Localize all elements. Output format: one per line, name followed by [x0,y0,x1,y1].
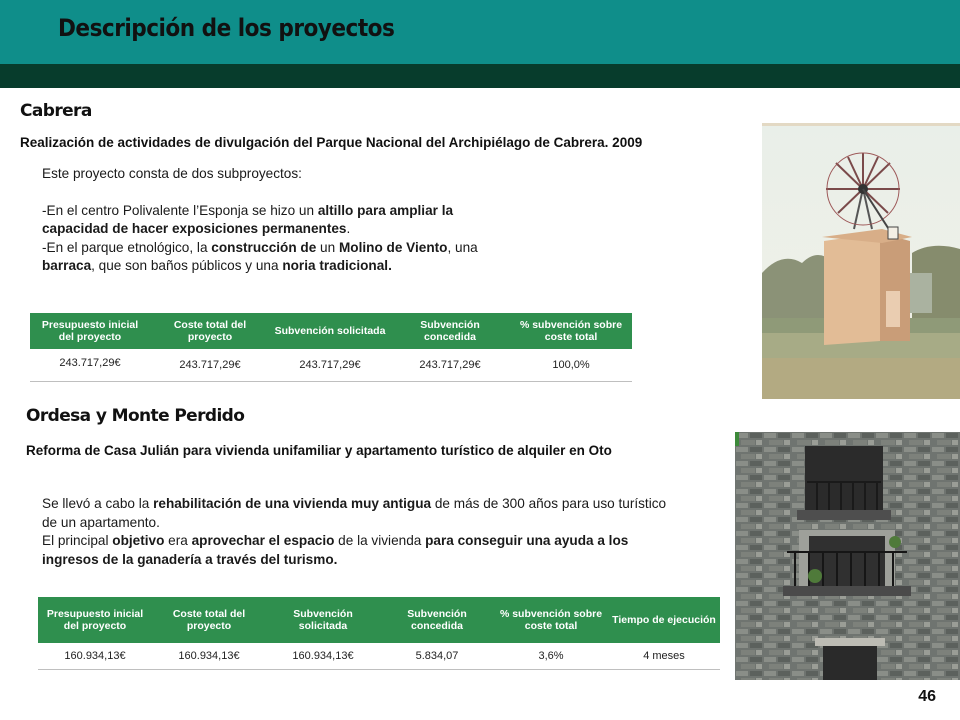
header-coste-total: Coste total del proyecto [152,597,266,643]
cabrera-bullet-2: -En el parque etnológico, la construcción de un Molino de Viento, una barraca, que son baños públicos y una noria tradicional. [42,239,478,273]
table-row [38,643,720,669]
cabrera-intro: Este proyecto consta de dos subproyectos: [42,166,302,181]
cell-subvencion-solicitada: 160.934,13€ [266,643,380,669]
cell-coste-total: 243.717,29€ [150,349,270,381]
ordesa-paragraph-1: Se llevó a cabo la rehabilitación de una vivienda muy antigua de más de 300 años para uso turístico de un apartamento. [42,496,667,530]
cell-coste-total: 160.934,13€ [152,643,266,669]
table-row [30,349,632,381]
cabrera-bullet-1: -En el centro Polivalente l’Esponja se hizo un altillo para ampliar la capacidad de hacer exposiciones permanentes. [42,202,454,236]
ordesa-funding-table [38,597,720,670]
header-porcentaje-subvencion: % subvención sobre coste total [510,313,632,349]
header-presupuesto: Presupuesto inicial del proyecto [30,313,150,349]
cell-porcentaje-subvencion: 100,0% [510,349,632,381]
header-subvencion-concedida: Subvención concedida [380,597,494,643]
cabrera-description [42,165,492,276]
header-presupuesto: Presupuesto inicial del proyecto [38,597,152,643]
header-dark-stripe [0,64,960,88]
ordesa-paragraph-2: El principal objetivo era aprovechar el espacio de la vivienda para conseguir una ayuda a los ingresos de la ganadería a través del turismo. [42,533,629,567]
page-title: Descripción de los proyectos [58,14,395,42]
ordesa-description [42,495,682,569]
windmill-photo [762,123,960,399]
table-header-row [30,313,632,349]
cell-subvencion-solicitada: 243.717,29€ [270,349,390,381]
header-subvencion-solicitada: Subvención solicitada [266,597,380,643]
section-title-cabrera: Cabrera [20,101,92,121]
header-subvencion-solicitada: Subvención solicitada [270,313,390,349]
project-title-ordesa: Reforma de Casa Julián para vivienda unifamiliar y apartamento turístico de alquiler en Oto [26,443,612,458]
cell-presupuesto: 243.717,29€ [30,349,150,381]
section-title-ordesa: Ordesa y Monte Perdido [26,406,245,426]
header-porcentaje-subvencion: % subvención sobre coste total [494,597,608,643]
cell-subvencion-concedida: 5.834,07 [380,643,494,669]
windmill-image [762,123,960,399]
header-subvencion-concedida: Subvención concedida [390,313,510,349]
page-number: 46 [918,688,936,705]
stone-house-image [735,432,960,680]
header-tiempo-ejecucion: Tiempo de ejecución [608,597,720,643]
stone-house-photo [735,432,960,680]
table-header-row [38,597,720,643]
cell-tiempo-ejecucion: 4 meses [608,643,720,669]
cabrera-funding-table [30,313,632,382]
cell-presupuesto: 160.934,13€ [38,643,152,669]
project-title-cabrera: Realización de actividades de divulgación del Parque Nacional del Archipiélago de Cabrera. 2009 [20,135,643,150]
cell-subvencion-concedida: 243.717,29€ [390,349,510,381]
cell-porcentaje-subvencion: 3,6% [494,643,608,669]
header-coste-total: Coste total del proyecto [150,313,270,349]
